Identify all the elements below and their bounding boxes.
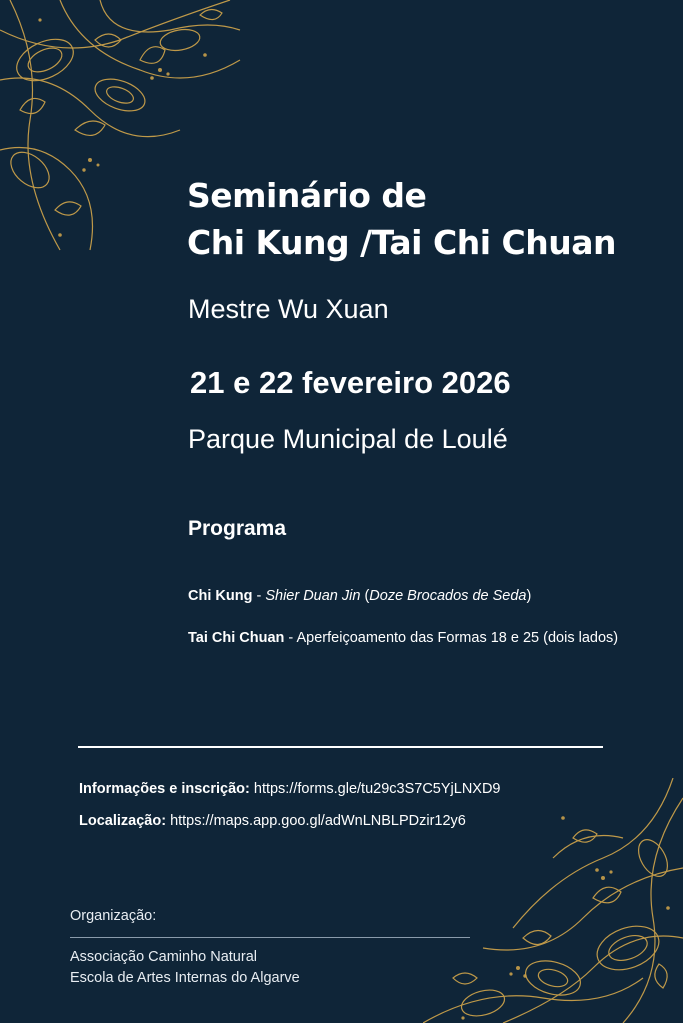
paren-close: ) [526,588,532,604]
program-item-detail: Shier Duan Jin [265,588,361,604]
location-link[interactable]: https://maps.app.goo.gl/adWnLNBLPDzir12y6 [170,813,466,829]
organization-name: Associação Caminho Natural [70,949,257,965]
program-item-chi-kung [188,588,531,604]
paren-open: ( [360,588,370,604]
program-heading: Programa [188,517,287,540]
program-item-separator: - [252,588,266,604]
program-item-translation: Doze Brocados de Seda [369,588,527,604]
registration-label: Informações e inscrição: [79,781,250,797]
program-item-detail: Aperfeiçoamento das Formas 18 e 25 (dois lados) [296,630,619,646]
event-title [187,172,616,266]
registration-link[interactable]: https://forms.gle/tu29c3S7C5YjLNXD9 [253,781,501,797]
program-item-name: Chi Kung [188,588,253,604]
event-title-line-2: Chi Kung /Tai Chi Chuan [187,223,616,262]
location-label: Localização: [79,813,167,829]
location-info [79,813,466,829]
section-divider [78,746,603,748]
program-item-tai-chi-chuan [188,630,618,646]
event-date: 21 e 22 fevereiro 2026 [190,365,511,400]
program-item-separator: - [284,630,297,646]
registration-info [79,781,501,797]
master-name: Mestre Wu Xuan [188,294,389,324]
program-item-name: Tai Chi Chuan [188,630,285,646]
event-title-line-1: Seminário de [187,176,427,215]
organization-divider [70,937,470,938]
event-location: Parque Municipal de Loulé [188,424,508,454]
organization-name: Escola de Artes Internas do Algarve [70,970,300,986]
organization-label: Organização: [70,908,157,924]
